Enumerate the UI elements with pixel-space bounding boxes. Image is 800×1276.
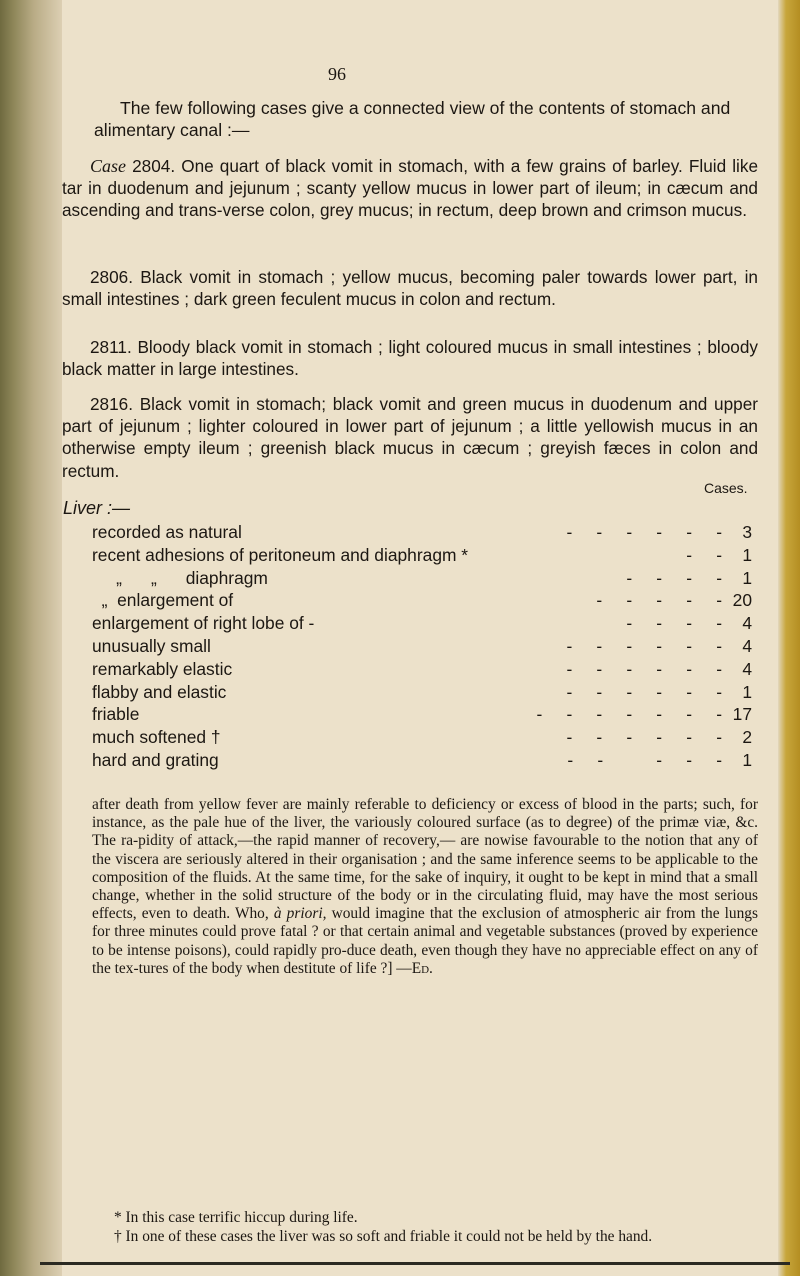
row-value: 1 bbox=[742, 544, 752, 565]
case-paragraph bbox=[62, 155, 758, 222]
row-label: hard and grating bbox=[92, 749, 219, 770]
editor-note-paragraph bbox=[92, 796, 758, 978]
case-text: Black vomit in stomach; black vomit and green mucus in duodenum and upper part of jejunum ; lighter coloured in lower part of jejunum ; a little yellowish mucus in an otherwise empty ileum ; greenish black mucus in cæcum ; greyish fæces in colon and rectum. bbox=[62, 394, 758, 481]
row-label: flabby and elastic bbox=[92, 681, 227, 702]
row-leader: - - - - bbox=[626, 567, 722, 588]
case-number: 2811. bbox=[90, 337, 132, 357]
row-leader: - - - - - - bbox=[566, 658, 722, 679]
case-text: Bloody black vomit in stomach ; light coloured mucus in small intestines ; bloody black matter in large intestines. bbox=[62, 337, 758, 380]
table-row bbox=[92, 726, 752, 749]
row-leader: - - - - - - bbox=[566, 681, 722, 702]
row-leader: - - bbox=[686, 544, 722, 565]
page-number: 96 bbox=[328, 64, 346, 84]
table-row bbox=[92, 544, 752, 567]
case-text: Black vomit in stomach ; yellow mucus, becoming paler towards lower part, in small intestines ; dark green feculent mucus in colon and rectum. bbox=[62, 267, 758, 310]
row-value: 17 bbox=[732, 704, 752, 725]
note-italic-phrase: à priori, bbox=[273, 905, 327, 923]
table-row bbox=[92, 589, 752, 612]
table-row bbox=[92, 521, 752, 544]
table-row bbox=[92, 749, 752, 772]
row-label: friable bbox=[92, 704, 140, 725]
table-row bbox=[92, 567, 752, 590]
row-value: 20 bbox=[732, 590, 752, 611]
row-leader: - - - - - - bbox=[566, 635, 722, 656]
row-label: unusually small bbox=[92, 635, 211, 656]
row-value: 4 bbox=[742, 613, 752, 634]
table-row bbox=[92, 612, 752, 635]
row-leader: - - - - bbox=[626, 613, 722, 634]
table-row bbox=[92, 703, 752, 726]
row-label: much softened † bbox=[92, 727, 221, 748]
row-label: „ enlargement of bbox=[92, 590, 234, 611]
case-label: Case bbox=[90, 156, 126, 176]
case-paragraph bbox=[62, 393, 758, 482]
row-value: 4 bbox=[742, 635, 752, 656]
row-value: 1 bbox=[742, 681, 752, 702]
row-value: 2 bbox=[742, 727, 752, 748]
table-row bbox=[92, 658, 752, 681]
case-number: 2816. bbox=[90, 394, 134, 414]
case-number: 2806. bbox=[90, 267, 134, 287]
liver-section-title: Liver :— bbox=[63, 498, 131, 518]
row-label: „ „ diaphragm bbox=[92, 567, 268, 588]
liver-table bbox=[92, 521, 752, 772]
row-leader: - - - - - - bbox=[566, 727, 722, 748]
row-leader: - - - - - - bbox=[566, 522, 722, 542]
table-row bbox=[92, 635, 752, 658]
cases-column-header: Cases. bbox=[704, 480, 748, 496]
case-text: One quart of black vomit in stomach, with a few grains of barley. Fluid like tar in duodenum and jejunum ; scanty yellow mucus in lower part of ileum; in cæcum and ascending and trans-verse colon, grey mucus; in rectum, deep brown and crimson mucus. bbox=[62, 156, 758, 221]
table-row bbox=[92, 681, 752, 704]
row-leader: - - - - - bbox=[567, 749, 722, 770]
book-binding-shadow bbox=[0, 0, 62, 1276]
page-bottom-edge bbox=[40, 1262, 790, 1265]
footnote: * In this case terrific hiccup during life. bbox=[114, 1209, 358, 1226]
editor-mark: Ed. bbox=[411, 959, 433, 977]
note-text-after: would imagine that the exclusion of atmospheric air from the lungs for three minutes could prove fatal ? or that certain animal and vegetable substances (proved by experience to be intense poisons), could rapidly pro-duce death, even though they have no appreciable effect on any of the tex-tures of the body when destitute of life ?] — bbox=[92, 905, 758, 977]
note-text-before: after death from yellow fever are mainly referable to deficiency or excess of blood in the parts; such, for instance, as the pale hue of the liver, the variously coloured surface (as to degree) of the primæ viæ, &c. The ra-pidity of attack,—the rapid manner of recovery,— are nowise favourable to the notion that any of the viscera are seriously altered in their organisation ; and the same inference seems to be applicable to the composition of the fluids. At the same time, for the sake of inquiry, it ought to be kept in mind that a small change, whether in the solid structure of the body or in the circulating fluid, may have the most serious effects, even to death. Who, bbox=[92, 796, 758, 923]
row-leader: - - - - - bbox=[596, 590, 722, 611]
row-label: recent adhesions of peritoneum and diaphragm * bbox=[92, 544, 469, 565]
intro-paragraph: The few following cases give a connected view of the contents of stomach and alimentary canal :— bbox=[94, 98, 731, 140]
row-value: 1 bbox=[742, 567, 752, 588]
case-paragraph bbox=[62, 336, 758, 380]
case-paragraph bbox=[62, 266, 758, 310]
row-label: recorded as natural bbox=[92, 522, 242, 542]
case-number: 2804. bbox=[132, 156, 176, 176]
row-value: 1 bbox=[742, 749, 752, 770]
row-value: 4 bbox=[742, 658, 752, 679]
row-leader: - - - - - - - bbox=[536, 704, 722, 725]
page-edge bbox=[778, 0, 800, 1276]
row-label: enlargement of right lobe of - bbox=[92, 613, 315, 634]
row-value: 3 bbox=[742, 522, 752, 542]
row-label: remarkably elastic bbox=[92, 658, 233, 679]
footnote: † In one of these cases the liver was so soft and friable it could not be held by the hand. bbox=[114, 1228, 653, 1245]
